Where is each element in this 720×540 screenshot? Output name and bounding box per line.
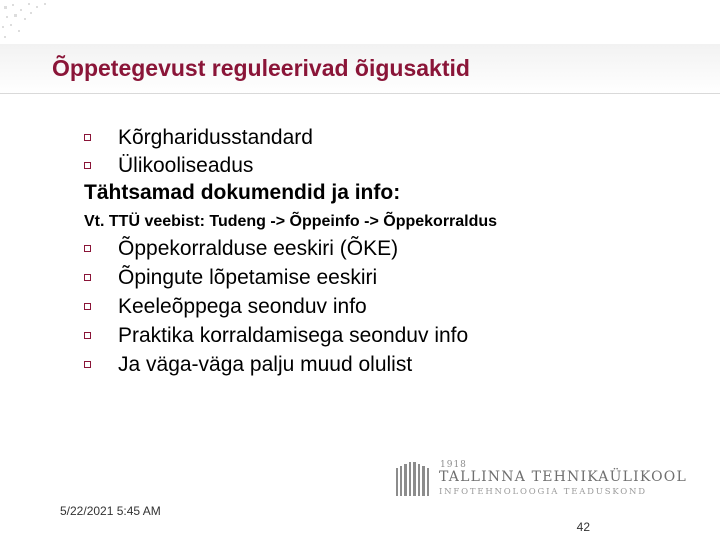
list-item-text: Ja väga-väga palju muud olulist	[118, 353, 413, 376]
page-number: 42	[576, 520, 590, 534]
list-item-text: Õppekorralduse eeskiri (ÕKE)	[118, 237, 399, 260]
list-item-text: Praktika korraldamisega seonduv info	[118, 324, 469, 347]
list-item-text: Keeleõppega seonduv info	[118, 295, 367, 318]
logo-subtitle: INFOTEHNOLOOGIA TEADUSKOND	[439, 487, 647, 497]
title-divider	[0, 93, 720, 94]
square-bullet-icon	[84, 303, 91, 310]
footer-date: 5/22/2021 5:45 AM	[60, 504, 161, 518]
square-bullet-icon	[84, 245, 91, 252]
list-item-text: Kõrgharidusstandard	[118, 126, 313, 149]
university-logo	[396, 460, 687, 500]
square-bullet-icon	[84, 134, 91, 141]
logo-year: 1918	[440, 460, 467, 470]
square-bullet-icon	[84, 332, 91, 339]
logo-name: TALLINNA TEHNIKAÜLIKOOL	[439, 469, 687, 485]
list-item-text: Ülikooliseadus	[118, 154, 254, 177]
list-item-text: Õpingute lõpetamise eeskiri	[118, 266, 378, 289]
logo-bars-icon	[396, 462, 432, 496]
square-bullet-icon	[84, 361, 91, 368]
square-bullet-icon	[84, 162, 91, 169]
section-subheading: Vt. TTÜ veebist: Tudeng -> Õppeinfo -> Õppekorraldus	[84, 213, 498, 230]
square-bullet-icon	[84, 274, 91, 281]
title-bar	[0, 44, 720, 94]
section-heading: Tähtsamad dokumendid ja info:	[84, 181, 401, 204]
slide-title: Õppetegevust reguleerivad õigusaktid	[52, 55, 470, 81]
